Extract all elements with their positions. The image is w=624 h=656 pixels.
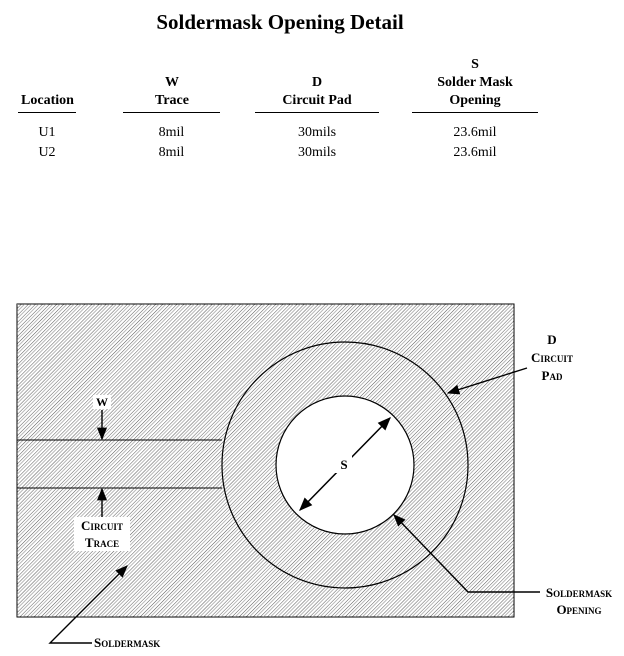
header-circuit-pad-line-2: Circuit Pad (282, 93, 352, 108)
header-solder-mask-opening-line-3: Opening (449, 93, 501, 108)
row-u2-trace: 8mil (158, 145, 185, 160)
row-u1-trace: 8mil (158, 125, 185, 140)
row-u2-circuit-pad: 30mils (297, 145, 337, 160)
circuit-trace-label (70, 517, 134, 551)
circuit-trace-label-line-2: Trace (84, 535, 120, 550)
header-circuit-pad-line-1: D (311, 75, 323, 90)
soldermask-opening-label-line-1: Soldermask (545, 585, 613, 600)
header-trace-line-2: Trace (155, 93, 189, 108)
header-location-line-1: Location (21, 93, 74, 108)
circuit-pad-label-line-1: Circuit (531, 350, 573, 365)
w-label: W (96, 395, 108, 409)
row-u1-location: U1 (38, 125, 56, 140)
header-trace-line-1: W (165, 75, 179, 90)
circuit-trace-label-line-1: Circuit (81, 518, 123, 533)
row-u1-opening: 23.6mil (453, 125, 497, 140)
header-solder-mask-opening-line-2: Solder Mask (437, 75, 513, 90)
row-u1-circuit-pad: 30mils (297, 125, 337, 140)
circuit-pad-label-d: D (547, 332, 557, 347)
circuit-pad-label-line-2: Pad (541, 368, 563, 383)
soldermask-opening-label (536, 584, 622, 618)
s-label: S (340, 457, 348, 472)
soldermask-opening-label-line-2: Opening (556, 602, 602, 617)
circuit-pad-label (520, 331, 584, 385)
page-title: Soldermask Opening Detail (156, 10, 404, 34)
row-u2-opening: 23.6mil (453, 145, 497, 160)
header-solder-mask-opening-line-1: S (471, 57, 479, 72)
soldermask-label: Soldermask (94, 635, 161, 650)
row-u2-location: U2 (38, 145, 56, 160)
